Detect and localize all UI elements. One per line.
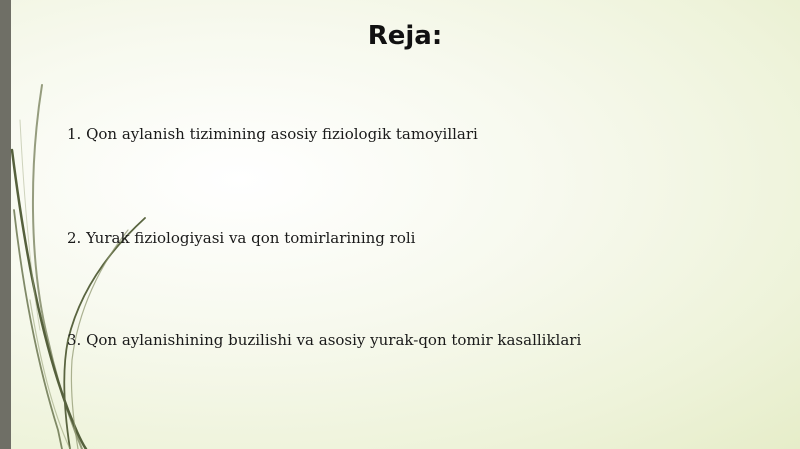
plan-item-3: 3. Qon aylanishining buzilishi va asosiy yurak-qon tomir kasalliklari [67, 331, 582, 349]
plan-item-2: 2. Yurak fiziologiyasi va qon tomirlarining roli [67, 229, 416, 247]
grass-decoration [0, 0, 160, 449]
plan-item-1: 1. Qon aylanish tizimining asosiy fiziologik tamoyillari [67, 125, 478, 143]
slide-title: Reja: [367, 21, 443, 51]
